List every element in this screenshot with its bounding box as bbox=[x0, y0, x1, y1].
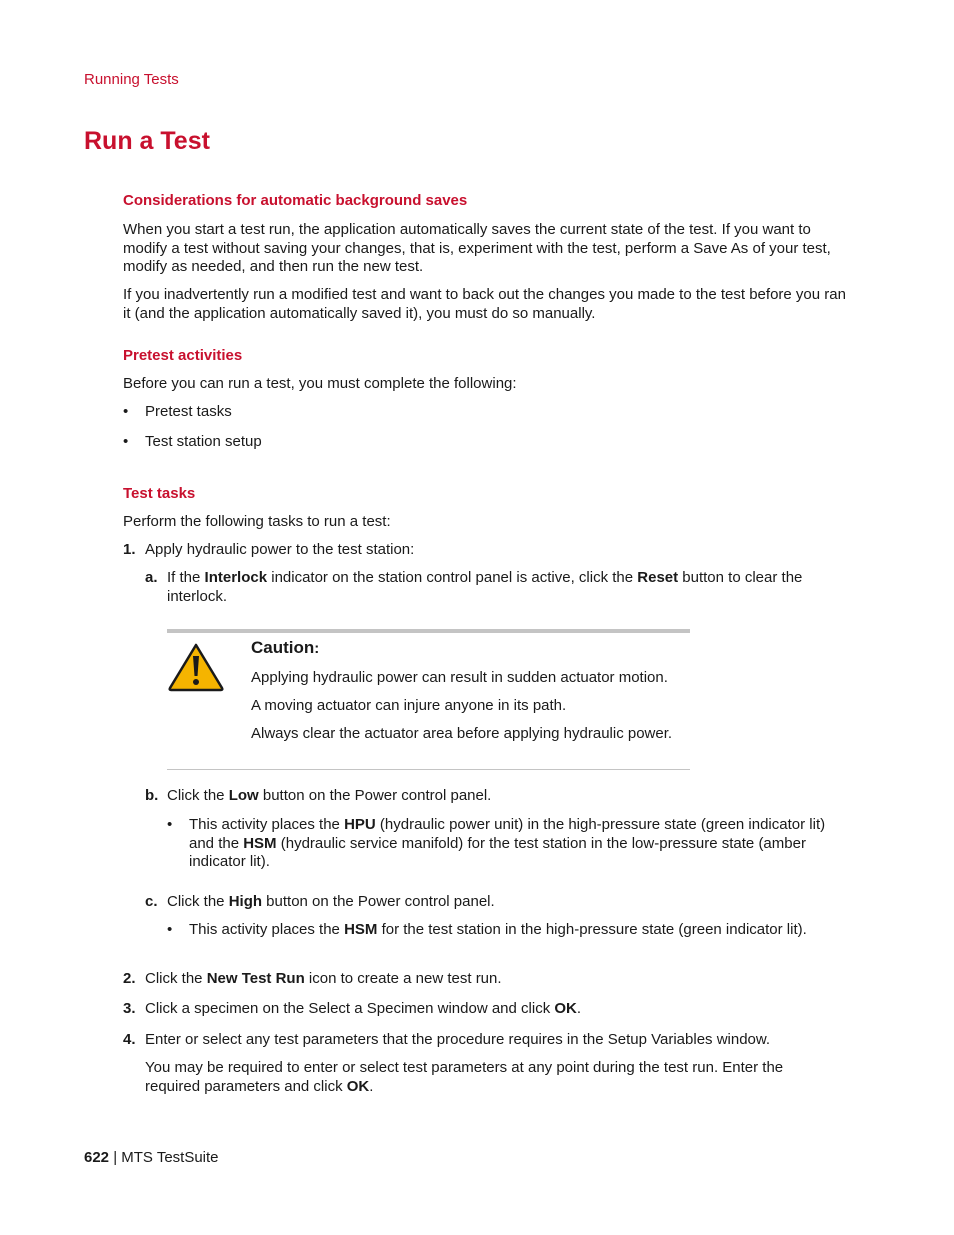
warning-triangle-icon bbox=[167, 642, 225, 692]
section-heading-background-saves: Considerations for automatic background saves bbox=[123, 192, 468, 209]
paragraph-test-tasks-intro: Perform the following tasks to run a test: bbox=[123, 513, 391, 530]
footer-separator: | bbox=[109, 1149, 122, 1166]
section-heading-pretest: Pretest activities bbox=[123, 347, 243, 364]
bullet-glyph: • bbox=[167, 816, 173, 833]
bullet-glyph: • bbox=[167, 921, 173, 938]
step-number: 4. bbox=[123, 1031, 136, 1048]
paragraph-background-saves-2: If you inadvertently run a modified test and want to back out the changes you made to the test before you ran it (and the application automatically saved it), you must do so manually. bbox=[123, 286, 846, 322]
step-text: Apply hydraulic power to the test station: bbox=[145, 541, 415, 558]
footer-product: MTS TestSuite bbox=[121, 1149, 219, 1166]
bullet-glyph: • bbox=[123, 403, 129, 420]
step-number: 2. bbox=[123, 970, 136, 987]
substep-text: Click the High button on the Power control panel. bbox=[167, 893, 495, 910]
step-text: Click a specimen on the Select a Specimen window and click OK. bbox=[145, 1000, 582, 1017]
breadcrumb: Running Tests bbox=[84, 71, 179, 88]
caution-line: Applying hydraulic power can result in sudden actuator motion. bbox=[251, 669, 668, 686]
step-text: Click the New Test Run icon to create a new test run. bbox=[145, 970, 502, 987]
substep-label: b. bbox=[145, 787, 159, 804]
bullet-glyph: • bbox=[123, 433, 129, 450]
page-title: Run a Test bbox=[84, 127, 210, 155]
section-heading-test-tasks: Test tasks bbox=[123, 485, 196, 502]
caution-line: Always clear the actuator area before applying hydraulic power. bbox=[251, 725, 673, 742]
page-footer bbox=[84, 1149, 219, 1166]
substep-text: If the Interlock indicator on the station control panel is active, click the Reset button to clear the interlock. bbox=[167, 569, 803, 605]
list-item-text: Pretest tasks bbox=[145, 403, 232, 420]
substep-text: Click the Low button on the Power control panel. bbox=[167, 787, 492, 804]
substep-label: c. bbox=[145, 893, 158, 910]
page-number: 622 bbox=[84, 1149, 110, 1166]
list-item-text: This activity places the HSM for the test station in the high-pressure state (green indicator lit). bbox=[189, 921, 807, 938]
paragraph-pretest-intro: Before you can run a test, you must complete the following: bbox=[123, 375, 517, 392]
step-4-note: You may be required to enter or select test parameters at any point during the test run. Enter the required parameters and click OK. bbox=[145, 1059, 784, 1095]
caution-top-rule bbox=[167, 629, 690, 633]
substep-label: a. bbox=[145, 569, 158, 586]
caution-bottom-rule bbox=[167, 769, 690, 770]
caution-line: A moving actuator can injure anyone in its path. bbox=[251, 697, 567, 714]
paragraph-background-saves-1: When you start a test run, the application automatically saves the current state of the test. If you want to modify a test without saving your changes, that is, experiment with the test, perform a Save As of your test, modify as needed, and then run the new test. bbox=[123, 221, 831, 275]
caution-heading: Caution: bbox=[251, 638, 320, 657]
list-item-text: This activity places the HPU (hydraulic power unit) in the high-pressure state (green indicator lit) and the HSM (hydraulic service manifold) for the test station in the low-pressure state (amber indicator lit). bbox=[189, 816, 826, 870]
step-text: Enter or select any test parameters that the procedure requires in the Setup Variables window. bbox=[145, 1031, 771, 1048]
list-item-text: Test station setup bbox=[145, 433, 262, 450]
step-number: 3. bbox=[123, 1000, 136, 1017]
step-number: 1. bbox=[123, 541, 136, 558]
